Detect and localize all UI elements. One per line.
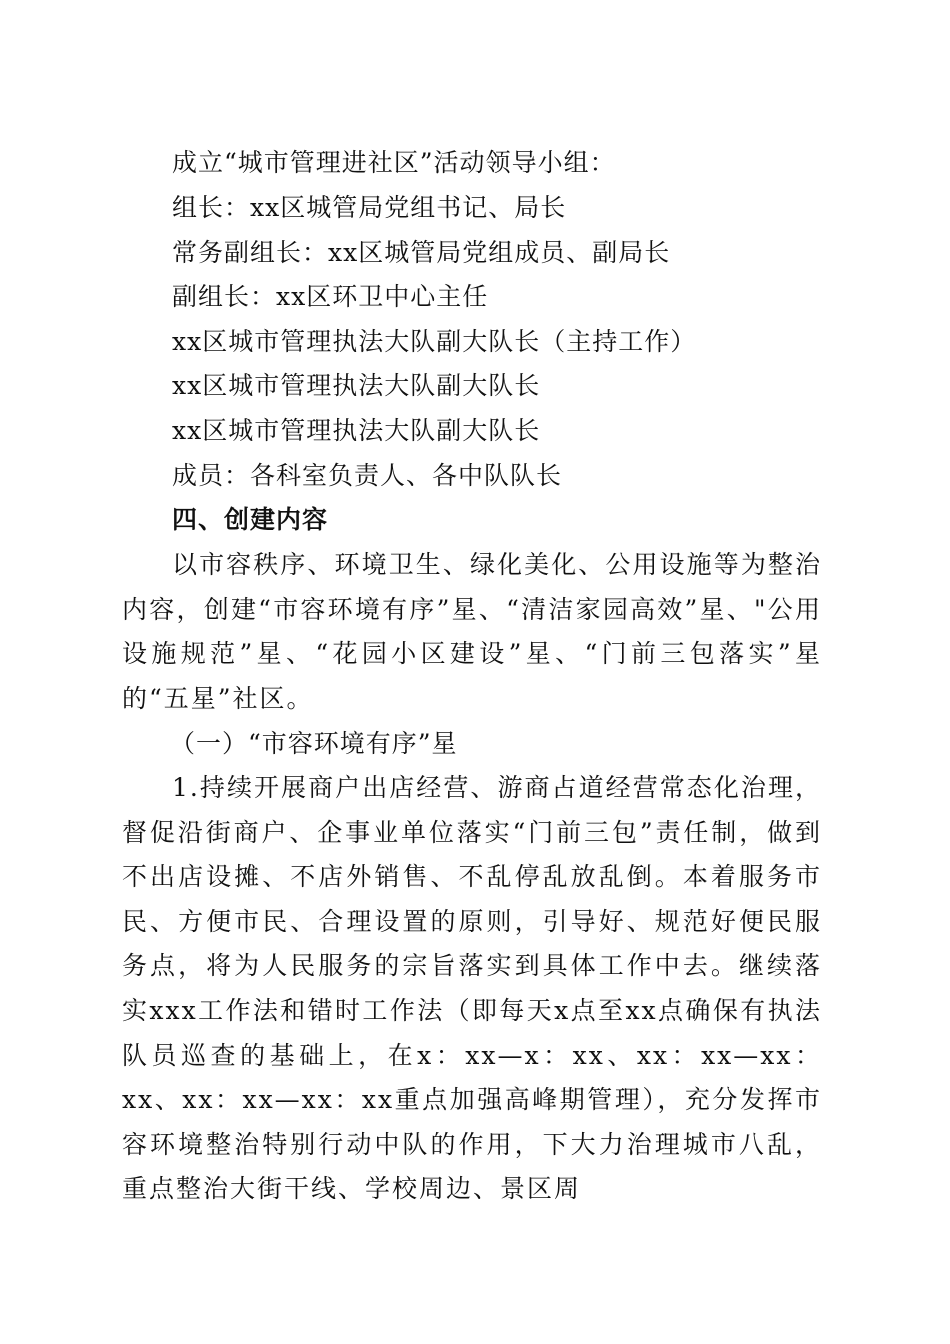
group-members: 成员：各科室负责人、各中队队长 (172, 461, 563, 490)
leadership-group-intro: 成立“城市管理进社区”活动领导小组： (172, 148, 616, 177)
executive-deputy-leader: 常务副组长：xx区城管局党组成员、副局长 (172, 238, 671, 267)
deputy-leader-3: xx区城市管理执法大队副大队长 (172, 371, 541, 400)
group-leader: 组长：xx区城管局党组书记、局长 (172, 193, 567, 222)
deputy-leader: 副组长：xx区环卫中心主任 (172, 282, 489, 311)
section-heading: 四、创建内容 (172, 505, 329, 534)
section-intro-paragraph: 以市容秩序、环境卫生、绿化美化、公用设施等为整治内容，创建“市容环境有序”星、“清洁家园高效”星、"公用设施规范”星、“花园小区建设”星、“门前三包落实”星的“五星”社区。 (122, 550, 822, 713)
subsection-heading: （一）“市容环境有序”星 (170, 729, 458, 758)
subsection-item-paragraph: 1.持续开展商户出店经营、游商占道经营常态化治理，督促沿街商户、企事业单位落实“门前三包”责任制，做到不出店设摊、不店外销售、不乱停乱放乱倒。本着服务市民、方便市民、合理设置的原则，引导好、规范好便民服务点，将为人民服务的宗旨落实到具体工作中去。继续落实xxx工作法和错时工作法（即每天x点至xx点确保有执法队员巡查的基础上，在x：xx—x：xx、xx：xx—xx：xx、xx：xx—xx：xx重点加强高峰期管理），充分发挥市容环境整治特别行动中队的作用，下大力治理城市八乱，重点整治大街干线、学校周边、景区周 (122, 773, 822, 1204)
deputy-leader-2: xx区城市管理执法大队副大队长（主持工作） (172, 327, 697, 356)
deputy-leader-4: xx区城市管理执法大队副大队长 (172, 416, 541, 445)
